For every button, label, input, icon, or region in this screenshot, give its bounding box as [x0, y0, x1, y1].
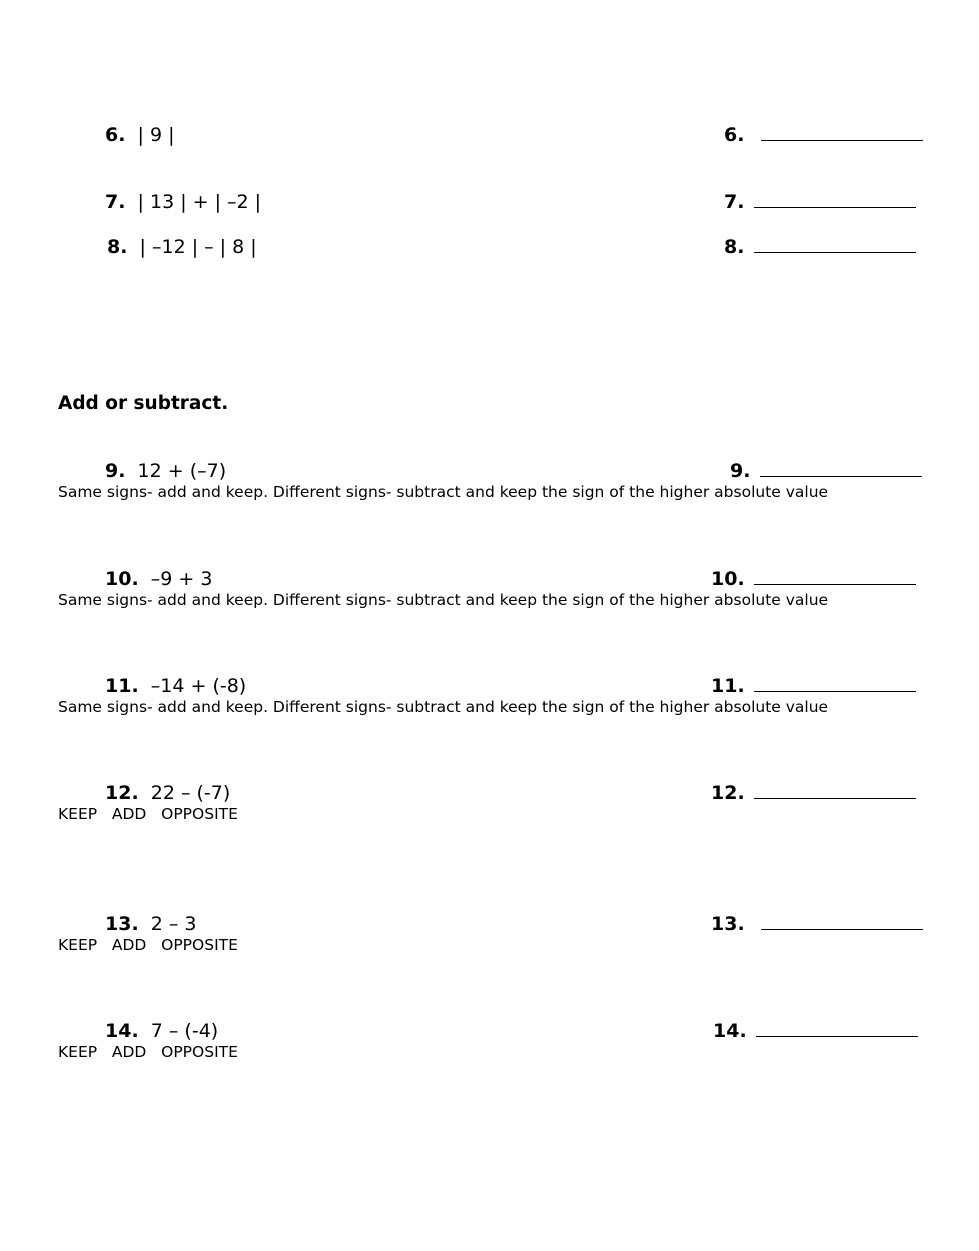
- answer-number: 6.: [724, 124, 745, 146]
- answer-blank[interactable]: [756, 1020, 918, 1037]
- problem-number: 12.: [105, 782, 139, 804]
- answer-line-7: [724, 191, 916, 213]
- problem-13: [105, 913, 197, 935]
- problem-number: 10.: [105, 568, 139, 590]
- hint-text: Same signs- add and keep. Different signs- subtract and keep the sign of the higher absolute value: [58, 483, 829, 501]
- answer-blank[interactable]: [760, 460, 922, 477]
- answer-line-11: [711, 675, 916, 697]
- hint-text: Same signs- add and keep. Different signs- subtract and keep the sign of the higher absolute value: [58, 698, 829, 716]
- answer-line-12: [711, 782, 916, 804]
- problem-expression: | 13 | + | –2 |: [137, 191, 262, 213]
- answer-number: 12.: [711, 782, 745, 804]
- problem-expression: –14 + (-8): [150, 675, 247, 697]
- answer-line-13: [711, 913, 923, 935]
- problem-expression: 12 + (–7): [137, 460, 227, 482]
- problem-expression: | 9 |: [137, 124, 175, 146]
- problem-7: [105, 191, 261, 213]
- answer-blank[interactable]: [754, 675, 916, 692]
- answer-number: 14.: [713, 1020, 747, 1042]
- problem-number: 8.: [107, 236, 128, 258]
- problem-number: 13.: [105, 913, 139, 935]
- problem-expression: 22 – (-7): [150, 782, 231, 804]
- problem-8: [107, 236, 257, 258]
- problem-expression: –9 + 3: [150, 568, 213, 590]
- problem-10: [105, 568, 212, 590]
- answer-blank[interactable]: [754, 236, 916, 253]
- problem-expression: 2 – 3: [150, 913, 197, 935]
- problem-11: [105, 675, 246, 697]
- answer-line-6: [724, 124, 923, 146]
- answer-number: 11.: [711, 675, 745, 697]
- problem-number: 7.: [105, 191, 126, 213]
- answer-number: 10.: [711, 568, 745, 590]
- problem-number: 14.: [105, 1020, 139, 1042]
- answer-blank[interactable]: [754, 568, 916, 585]
- answer-line-9: [730, 460, 922, 482]
- section-heading: Add or subtract.: [58, 393, 229, 414]
- problem-14: [105, 1020, 218, 1042]
- answer-number: 7.: [724, 191, 745, 213]
- answer-blank[interactable]: [754, 782, 916, 799]
- problem-number: 6.: [105, 124, 126, 146]
- hint-text: KEEP ADD OPPOSITE: [58, 1043, 238, 1061]
- answer-line-8: [724, 236, 916, 258]
- problem-9: [105, 460, 226, 482]
- answer-blank[interactable]: [754, 191, 916, 208]
- answer-number: 8.: [724, 236, 745, 258]
- problem-number: 11.: [105, 675, 139, 697]
- hint-text: KEEP ADD OPPOSITE: [58, 805, 238, 823]
- hint-text: KEEP ADD OPPOSITE: [58, 936, 238, 954]
- problem-number: 9.: [105, 460, 126, 482]
- answer-line-10: [711, 568, 916, 590]
- problem-12: [105, 782, 230, 804]
- hint-text: Same signs- add and keep. Different signs- subtract and keep the sign of the higher absolute value: [58, 591, 829, 609]
- answer-number: 9.: [730, 460, 751, 482]
- problem-6: [105, 124, 175, 146]
- problem-expression: | –12 | – | 8 |: [139, 236, 257, 258]
- answer-line-14: [713, 1020, 918, 1042]
- problem-expression: 7 – (-4): [150, 1020, 219, 1042]
- answer-blank[interactable]: [761, 913, 923, 930]
- answer-blank[interactable]: [761, 124, 923, 141]
- answer-number: 13.: [711, 913, 745, 935]
